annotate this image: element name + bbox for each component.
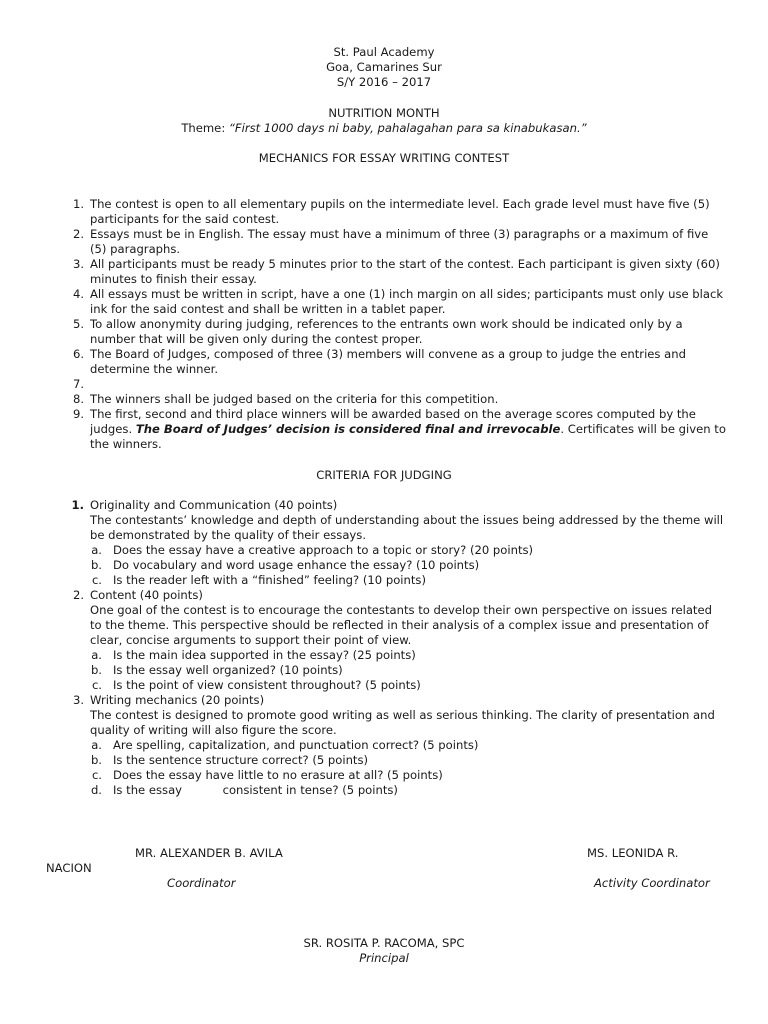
right-signatory-title: Activity Coordinator bbox=[594, 876, 710, 890]
mechanics-item bbox=[66, 392, 726, 407]
criteria-sub-item-letter: a. bbox=[91, 543, 102, 557]
mechanics-item bbox=[66, 287, 726, 317]
criteria-sub-item bbox=[90, 768, 726, 783]
school-year: S/Y 2016 – 2017 bbox=[336, 75, 432, 89]
event-title: NUTRITION MONTH bbox=[328, 106, 440, 120]
mechanics-item-text-start: The first, second and third place winners will be awarded based on the average scores computed by the judges. bbox=[90, 407, 696, 436]
school-location: Goa, Camarines Sur bbox=[326, 60, 442, 74]
criteria-sub-item bbox=[90, 738, 726, 753]
criteria-sub-item-text: Is the main idea supported in the essay? (25 points) bbox=[113, 648, 416, 662]
theme-text: “First 1000 days ni baby, pahalagahan para sa kinabukasan.” bbox=[228, 121, 587, 135]
criteria-sub-item-text: Is the point of view consistent throughout? (5 points) bbox=[113, 678, 421, 692]
criteria-item bbox=[66, 498, 726, 588]
principal-name: SR. ROSITA P. RACOMA, SPC bbox=[303, 936, 465, 950]
criteria-item-description: The contest is designed to promote good writing as well as serious thinking. The clarity of presentation and quality of writing will also figure the score. bbox=[90, 708, 715, 737]
mechanics-section bbox=[66, 197, 726, 452]
criteria-sub-item bbox=[90, 753, 726, 768]
mechanics-item-text: The winners shall be judged based on the criteria for this competition. bbox=[90, 392, 499, 406]
left-signatory-title: Coordinator bbox=[167, 876, 236, 890]
criteria-item-number: 2. bbox=[72, 588, 84, 602]
criteria-sub-list bbox=[90, 543, 726, 588]
criteria-item-number: 3. bbox=[72, 693, 84, 707]
criteria-sub-item bbox=[90, 663, 726, 678]
document-header bbox=[0, 45, 768, 90]
mechanics-item-text: All participants must be ready 5 minutes prior to the start of the contest. Each participant is given sixty (60) minutes to finish their essay. bbox=[90, 257, 720, 286]
mechanics-title: MECHANICS FOR ESSAY WRITING CONTEST bbox=[258, 151, 510, 165]
judges-decision-emphasis: The Board of Judges’ decision is considered final and irrevocable bbox=[135, 422, 561, 436]
mechanics-item bbox=[66, 227, 726, 257]
mechanics-item-number: 2. bbox=[72, 227, 84, 241]
criteria-item-number: 1. bbox=[71, 498, 84, 512]
criteria-sub-item-text: Are spelling, capitalization, and punctuation correct? (5 points) bbox=[113, 738, 479, 752]
mechanics-item bbox=[66, 197, 726, 227]
mechanics-item-text bbox=[90, 377, 94, 391]
mechanics-item-number: 9. bbox=[72, 407, 84, 421]
mechanics-item bbox=[66, 347, 726, 377]
mechanics-item bbox=[66, 377, 726, 392]
mechanics-item-number: 4. bbox=[72, 287, 84, 301]
right-signatory-name: MS. LEONIDA R. bbox=[587, 846, 679, 860]
criteria-sub-item-letter: b. bbox=[90, 753, 102, 767]
criteria-sub-item-letter: c. bbox=[91, 573, 102, 587]
school-name: St. Paul Academy bbox=[333, 45, 435, 59]
criteria-item-title: Content (40 points) bbox=[90, 588, 203, 602]
criteria-item-description: One goal of the contest is to encourage the contestants to develop their own perspective on issues related to the theme. This perspective should be reflected in their analysis of a complex issue and presentation of clear, concise arguments to support their point of view. bbox=[90, 603, 712, 647]
criteria-sub-item bbox=[90, 783, 726, 798]
criteria-list bbox=[66, 498, 726, 798]
criteria-sub-item-text: Is the reader left with a “finished” feeling? (10 points) bbox=[113, 573, 426, 587]
mechanics-item-text: Essays must be in English. The essay must have a minimum of three (3) paragraphs or a maximum of five (5) paragraphs. bbox=[90, 227, 709, 256]
criteria-sub-item-letter: c. bbox=[91, 678, 102, 692]
mechanics-item bbox=[66, 317, 726, 347]
criteria-section bbox=[66, 498, 726, 798]
mechanics-item-text: The Board of Judges, composed of three (3) members will convene as a group to judge the entries and determine the winner. bbox=[90, 347, 686, 376]
mechanics-item-number: 1. bbox=[72, 197, 84, 211]
event-block bbox=[0, 106, 768, 136]
mechanics-final-item-list bbox=[66, 407, 726, 452]
criteria-sub-item-text: Is the essay consistent in tense? (5 points) bbox=[113, 783, 398, 797]
criteria-item bbox=[66, 588, 726, 693]
criteria-sub-item-text: Is the essay well organized? (10 points) bbox=[113, 663, 343, 677]
criteria-title: CRITERIA FOR JUDGING bbox=[316, 468, 452, 482]
mechanics-item-text: To allow anonymity during judging, references to the entrants own work should be indicated only by a number that will be given only during the contest proper. bbox=[90, 317, 683, 346]
mechanics-item-text: The contest is open to all elementary pupils on the intermediate level. Each grade level must have five (5) participants for the said contest. bbox=[90, 197, 710, 226]
criteria-sub-item-text: Does the essay have a creative approach to a topic or story? (20 points) bbox=[113, 543, 534, 557]
criteria-sub-item bbox=[90, 573, 726, 588]
criteria-sub-item-letter: a. bbox=[91, 738, 102, 752]
mechanics-item bbox=[66, 257, 726, 287]
mechanics-item-number: 5. bbox=[72, 317, 84, 331]
criteria-sub-item-letter: a. bbox=[91, 648, 102, 662]
principal-title: Principal bbox=[359, 951, 409, 965]
criteria-sub-item bbox=[90, 648, 726, 663]
mechanics-item-number: 8. bbox=[72, 392, 84, 406]
criteria-sub-item-letter: c. bbox=[91, 768, 102, 782]
theme-line bbox=[0, 121, 768, 136]
mechanics-item-text: All essays must be written in script, have a one (1) inch margin on all sides; participants must only use black ink for the said contest and shall be written in a tablet paper. bbox=[90, 287, 724, 316]
criteria-item-title: Originality and Communication (40 points) bbox=[90, 498, 338, 512]
criteria-sub-list bbox=[90, 648, 726, 693]
criteria-sub-item bbox=[90, 543, 726, 558]
criteria-item-title: Writing mechanics (20 points) bbox=[90, 693, 265, 707]
mechanics-item bbox=[66, 407, 726, 452]
criteria-sub-item bbox=[90, 678, 726, 693]
left-signatory-name: MR. ALEXANDER B. AVILA bbox=[135, 846, 283, 860]
criteria-item bbox=[66, 693, 726, 798]
criteria-item-description: The contestants’ knowledge and depth of understanding about the issues being addressed by the theme will be demonstrated by the quality of their essays. bbox=[90, 513, 724, 542]
mechanics-list bbox=[66, 197, 726, 407]
criteria-sub-item-letter: b. bbox=[90, 663, 102, 677]
mechanics-item-number: 6. bbox=[72, 347, 84, 361]
criteria-sub-item-letter: d. bbox=[90, 783, 102, 797]
criteria-sub-item-text: Is the sentence structure correct? (5 points) bbox=[113, 753, 369, 767]
criteria-sub-item-letter: b. bbox=[90, 558, 102, 572]
mechanics-item-number: 3. bbox=[72, 257, 84, 271]
mechanics-item-number: 7. bbox=[72, 377, 84, 391]
criteria-sub-list bbox=[90, 738, 726, 798]
criteria-sub-item bbox=[90, 558, 726, 573]
right-signatory-name-wrap: NACION bbox=[46, 861, 92, 875]
theme-label: Theme: bbox=[181, 121, 229, 135]
mechanics-item-text-end: . Certificates will be given to the winners. bbox=[90, 422, 726, 451]
criteria-sub-item-text: Does the essay have little to no erasure at all? (5 points) bbox=[113, 768, 443, 782]
criteria-sub-item-text: Do vocabulary and word usage enhance the essay? (10 points) bbox=[113, 558, 480, 572]
